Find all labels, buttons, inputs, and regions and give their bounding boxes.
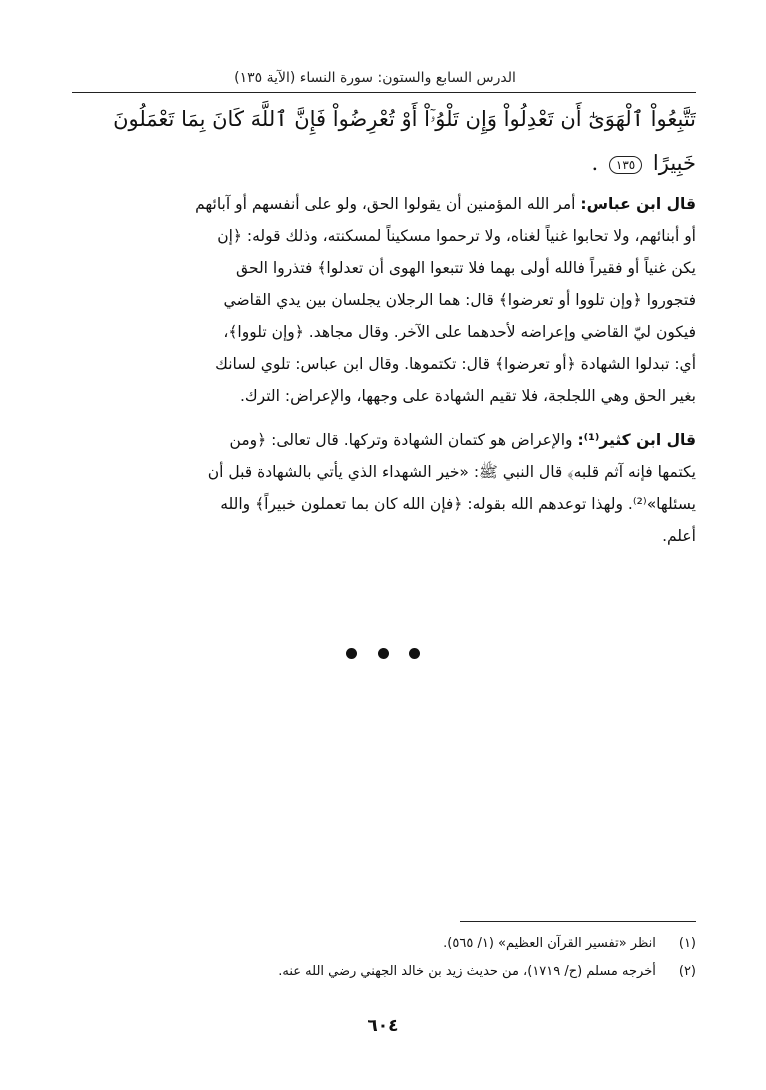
paragraph-line: فيكون ليّ القاضي وإعراضه لأحدهما على الآخر. وقال مجاهد. ﴿وإن تلووا﴾،	[223, 323, 696, 341]
commentary-body	[72, 188, 696, 552]
footnotes	[72, 930, 696, 986]
footnote-item	[72, 930, 696, 958]
paragraph-line: فتجوروا ﴿وإن تلووا أو تعرضوا﴾ قال: هما الرجلان يجلسان بين يدي القاضي	[223, 291, 696, 309]
footnote-item	[72, 958, 696, 986]
paragraph-line: أعلم.	[662, 527, 696, 545]
footnote-number: (٢)	[678, 964, 696, 979]
footnote-rule	[460, 921, 696, 922]
footnote-text: انظر «تفسير القرآن العظيم» (١/ ٥٦٥).	[443, 936, 656, 951]
separator-dot-icon	[409, 648, 420, 659]
ayah-number-marker: ١٣٥	[609, 156, 642, 174]
quran-verse	[72, 97, 696, 185]
paragraph-line: أو أبنائهم، ولا تحابوا غنياً لغناه، ولا ترحموا مسكيناً لمسكنته، وذلك قوله: ﴿إن	[217, 227, 696, 245]
speaker-label: قال ابن كثير⁽¹⁾:	[577, 431, 696, 449]
separator-dot-icon	[346, 648, 357, 659]
quran-line-2	[72, 141, 696, 185]
quran-line-1: تَتَّبِعُواْ ٱلْهَوَىٰٓ أَن تَعْدِلُواْ وَإِن تَلْوُۥٓاْ أَوْ تُعْرِضُواْ فَإِنَّ ٱللَّهَ كَانَ بِمَا تَعْمَلُونَ	[113, 107, 696, 131]
paragraph-line	[72, 188, 696, 220]
footnote-number: (١)	[678, 936, 696, 951]
line-text: والإعراض هو كتمان الشهادة وتركها. قال تعالى: ﴿ومن	[229, 431, 578, 449]
paragraph-line	[72, 424, 696, 456]
speaker-label: قال ابن عباس:	[580, 195, 696, 213]
running-header: الدرس السابع والستون: سورة النساء (الآية ١٣٥)	[234, 70, 516, 86]
separator-dot-icon	[378, 648, 389, 659]
paragraph-ibn-abbas	[72, 188, 696, 412]
quran-line-2-text: خَبِيرًا	[652, 151, 696, 175]
paragraph-ibn-kathir	[72, 424, 696, 552]
header-rule	[72, 92, 696, 93]
paragraph-line: يكن غنياً أو فقيراً فالله أولى بهما فلا تتبعوا الهوى أن تعدلوا﴾ فتذروا الحق	[236, 259, 696, 277]
paragraph-line: يكتمها فإنه آثم قلبه﴾ قال النبي ﷺ: «خير الشهداء الذي يأتي بالشهادة قبل أن	[207, 463, 696, 481]
page-number: ٦٠٤	[367, 1016, 399, 1036]
paragraph-line: يسئلها»⁽²⁾. ولهذا توعدهم الله بقوله: ﴿فإن الله كان بما تعملون خبيراً﴾ والله	[220, 495, 696, 513]
line-text: أمر الله المؤمنين أن يقولوا الحق، ولو على أنفسهم أو آبائهم	[195, 195, 581, 213]
quran-line-2-end: .	[591, 151, 599, 175]
paragraph-line: بغير الحق وهي اللجلجة، فلا تقيم الشهادة على وجهها، والإعراض: الترك.	[239, 387, 696, 405]
section-separator	[338, 648, 428, 664]
paragraph-line: أي: تبدلوا الشهادة ﴿أو تعرضوا﴾ قال: تكتموها. وقال ابن عباس: تلوي لسانك	[215, 355, 696, 373]
footnote-text: أخرجه مسلم (ح/ ١٧١٩)، من حديث زيد بن خالد الجهني رضي الله عنه.	[278, 964, 656, 979]
